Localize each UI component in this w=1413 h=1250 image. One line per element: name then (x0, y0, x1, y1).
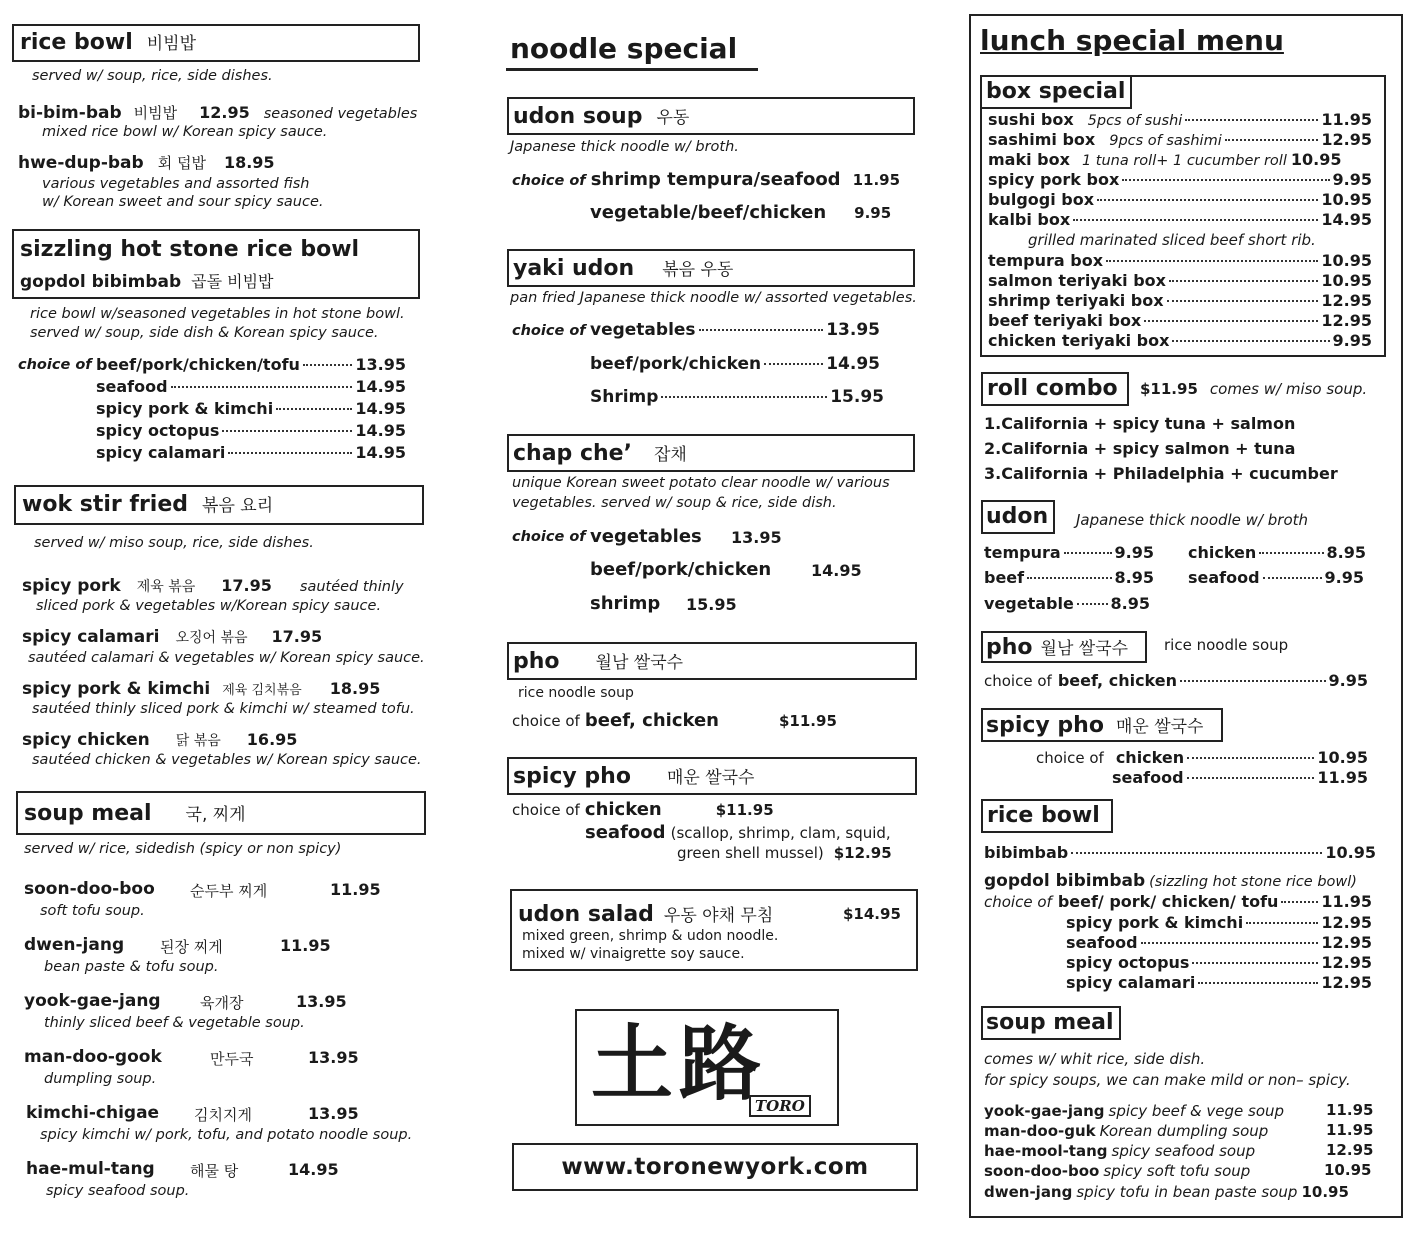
menu-item: spicy pork & kimchi 12.95 (1066, 913, 1372, 932)
heading-underline (506, 68, 758, 71)
menu-item: tempura 9.95 (984, 543, 1154, 562)
menu-item: seafood 14.95 (96, 377, 406, 396)
section-title: wok stir fried 볶음 요리 (22, 492, 274, 517)
menu-item: salmon teriyaki box 10.95 (988, 271, 1372, 290)
col1-rice-bowl-header (12, 24, 420, 62)
menu-item: chicken teriyaki box 9.95 (988, 331, 1372, 350)
item-price: 15.95 (686, 595, 737, 614)
section-note: rice noodle soup (518, 685, 634, 701)
section-note: served w/ miso soup, rice, side dishes. (34, 535, 314, 551)
item-desc: soft tofu soup. (40, 903, 145, 919)
menu-item: seafood 9.95 (1188, 568, 1364, 587)
item-desc: w/ Korean sweet and sour spicy sauce. (42, 194, 324, 210)
menu-item: seafood 11.95 (1112, 768, 1368, 787)
pho-header (507, 642, 917, 680)
item-desc: mixed w/ vinaigrette soy sauce. (522, 946, 745, 962)
section-note: served w/ soup, side dish & Korean spicy sauce. (30, 325, 379, 341)
menu-item: sashimi box 9pcs of sashimi 12.95 (988, 130, 1372, 149)
section-note: Japanese thick noodle w/ broth. (510, 139, 739, 155)
menu-item: bibimbab 10.95 (984, 843, 1376, 862)
section-note: rice noodle soup (1164, 636, 1289, 654)
section-title: pho 월남 쌀국수 (513, 649, 684, 674)
section-title: spicy pho 매운 쌀국수 (986, 713, 1204, 738)
menu-item: spicy calamari 14.95 (96, 443, 406, 462)
menu-item: dwen-jang (24, 935, 125, 955)
menu-item: shrimp (590, 593, 661, 614)
section-title: soup meal (986, 1010, 1114, 1035)
item-korean: 해물 탕 (190, 1162, 239, 1180)
section-note: served w/ soup, rice, side dishes. (32, 68, 273, 84)
section-title: pho 월남 쌀국수 (986, 635, 1129, 660)
menu-item: choice of chicken 10.95 (1036, 748, 1368, 767)
item-price: 14.95 (288, 1160, 339, 1179)
menu-item: kalbi box 14.95 (988, 210, 1372, 229)
menu-item: vegetables 13.95 (590, 320, 880, 340)
menu-item: yook-gae-jang spicy beef & vege soup (984, 1102, 1285, 1120)
col1-soup-header (16, 791, 426, 835)
section-note: for spicy soups, we can make mild or non– spicy. (984, 1071, 1351, 1089)
spicy-pho-header (507, 757, 917, 795)
chap-che-header (507, 434, 915, 472)
section-subtitle: gopdol bibimbab 곱돌 비빔밥 (20, 272, 274, 292)
section-title: udon soup 우동 (513, 104, 690, 129)
menu-item: vegetable 8.95 (984, 594, 1150, 613)
menu-item: spicy chicken 닭 볶음 16.95 (22, 730, 298, 750)
section-title: rice bowl 비빔밥 (20, 30, 197, 55)
menu-item: spicy octopus 12.95 (1066, 953, 1372, 972)
menu-item: kimchi-chigae (26, 1103, 160, 1123)
item-desc: spicy kimchi w/ pork, tofu, and potato noodle soup. (40, 1127, 413, 1143)
item-desc: thinly sliced beef & vegetable soup. (44, 1015, 305, 1031)
noodle-special-heading: noodle special (510, 32, 738, 65)
menu-item: bulgogi box 10.95 (988, 190, 1372, 209)
section-note: unique Korean sweet potato clear noodle w/ various (512, 475, 890, 491)
menu-item: spicy pork & kimchi 제육 김치볶음 18.95 (22, 679, 381, 699)
item-price: 11.95 (1326, 1121, 1374, 1139)
choice-label: choice of (512, 323, 586, 339)
logo-name: TORO (749, 1095, 811, 1117)
lunch-special-heading: lunch special menu (980, 24, 1284, 57)
menu-item: choice of beef, chicken 9.95 (984, 671, 1368, 690)
section-title: chap che’ 잡채 (513, 441, 687, 466)
item-desc: spicy seafood soup. (46, 1183, 190, 1199)
item-price: 13.95 (308, 1048, 359, 1067)
udon-salad-box (510, 889, 918, 971)
item-price: 13.95 (296, 992, 347, 1011)
menu-item: choice of beef, chicken $11.95 (512, 710, 837, 731)
section-title: soup meal 국, 찌게 (24, 801, 246, 826)
col1-wok-header (14, 485, 424, 525)
section-note: served w/ rice, sidedish (spicy or non spicy) (24, 841, 342, 857)
item-desc: green shell mussel) $12.95 (677, 844, 892, 862)
website-link[interactable]: www.toronewyork.com (561, 1154, 869, 1180)
section-title: yaki udon 볶음 우동 (513, 256, 734, 281)
item-price: 13.95 (731, 528, 782, 547)
item-korean: 육개장 (200, 994, 244, 1012)
section-title: spicy pho 매운 쌀국수 (513, 764, 755, 789)
choice-label: choice of (18, 357, 92, 373)
menu-item: spicy octopus 14.95 (96, 421, 406, 440)
roll-combo-item: 2.California + spicy salmon + tuna (984, 439, 1296, 458)
section-title: sizzling hot stone rice bowl (20, 237, 360, 262)
menu-item: vegetables (590, 526, 702, 547)
udon-soup-header (507, 97, 915, 135)
udon-header (981, 500, 1055, 534)
item-desc: mixed rice bowl w/ Korean spicy sauce. (42, 124, 328, 140)
menu-item: yook-gae-jang (24, 991, 161, 1011)
soup-meal-lunch-header (981, 1006, 1121, 1040)
menu-item: gopdol bibimbab (sizzling hot stone rice bowl) (984, 871, 1357, 891)
menu-item: hwe-dup-bab 회 덥밥 18.95 (18, 153, 275, 173)
section-title: rice bowl (987, 803, 1100, 828)
item-desc: mixed green, shrimp & udon noodle. (522, 928, 779, 944)
section-note: vegetables. served w/ soup & rice, side dish. (512, 495, 837, 511)
menu-item: beef/pork/chicken (590, 559, 772, 580)
menu-item: spicy pork & kimchi 14.95 (96, 399, 406, 418)
item-price: 11.95 (280, 936, 331, 955)
menu-item: beef/pork/chicken/tofu 13.95 (96, 355, 406, 374)
menu-item: maki box 1 tuna roll+ 1 cucumber roll 10.95 (988, 150, 1342, 169)
item-korean: 김치지게 (194, 1106, 252, 1124)
item-korean: 순두부 찌게 (190, 882, 268, 900)
soup-meal-list (984, 1101, 1384, 1206)
roll-combo-item: 1.California + spicy tuna + salmon (984, 414, 1296, 433)
menu-item: seafood 12.95 (1066, 933, 1372, 952)
menu-item: chicken 8.95 (1188, 543, 1366, 562)
menu-item: soon-doo-boo spicy soft tofu soup (984, 1162, 1251, 1180)
menu-item: soon-doo-boo (24, 879, 155, 899)
section-note: Japanese thick noodle w/ broth (1076, 511, 1309, 529)
roll-combo-header (981, 372, 1129, 406)
section-note: rice bowl w/seasoned vegetables in hot stone bowl. (30, 306, 405, 322)
item-price: 12.95 (1326, 1141, 1374, 1159)
item-desc: grilled marinated sliced beef short rib. (1028, 231, 1316, 249)
item-korean: 된장 찌게 (160, 938, 223, 956)
section-title: box special (986, 79, 1126, 104)
item-price: 11.95 (1326, 1101, 1374, 1119)
menu-item: spicy calamari 12.95 (1066, 973, 1372, 992)
menu-item: seafood (scallop, shrimp, clam, squid, (585, 822, 891, 843)
spicy-pho-lunch-header (981, 708, 1223, 742)
menu-item: Shrimp 15.95 (590, 387, 884, 407)
section-note: pan fried Japanese thick noodle w/ assorted vegetables. (510, 290, 917, 306)
menu-item: choice of chicken $11.95 (512, 799, 774, 820)
toro-logo (575, 1009, 839, 1126)
menu-item: spicy pork 제육 볶음 17.95 sautéed thinly (22, 576, 404, 596)
section-title: udon salad 우동 야채 무침 (518, 902, 774, 927)
choice-label: choice of (512, 529, 586, 545)
menu-item: beef teriyaki box 12.95 (988, 311, 1372, 330)
item-desc: sautéed calamari & vegetables w/ Korean spicy sauce. (28, 650, 425, 666)
menu-item: hae-mul-tang (26, 1159, 155, 1179)
logo-characters: 土路 (591, 1016, 768, 1112)
item-desc: bean paste & tofu soup. (44, 959, 219, 975)
yaki-udon-header (507, 249, 915, 287)
menu-item: bi-bim-bab 비빔밥 12.95 seasoned vegetables (18, 103, 418, 123)
section-title: roll combo (987, 376, 1118, 401)
item-price: 10.95 (1324, 1161, 1372, 1179)
menu-item: dwen-jang spicy tofu in bean paste soup 10.95 (984, 1183, 1349, 1201)
item-price: $14.95 (843, 905, 901, 923)
menu-item: shrimp teriyaki box 12.95 (988, 291, 1372, 310)
pho-lunch-header (981, 631, 1147, 663)
item-price: 14.95 (811, 561, 862, 580)
section-note: comes w/ whit rice, side dish. (984, 1050, 1206, 1068)
menu-item: sushi box 5pcs of sushi 11.95 (988, 110, 1372, 129)
item-desc: sautéed thinly sliced pork & kimchi w/ steamed tofu. (32, 701, 415, 717)
website-box (512, 1143, 918, 1191)
item-price: 11.95 (330, 880, 381, 899)
menu-item: choice of beef/ pork/ chicken/ tofu 11.95 (984, 892, 1372, 911)
item-desc: sautéed chicken & vegetables w/ Korean spicy sauce. (32, 752, 422, 768)
roll-combo-item: 3.California + Philadelphia + cucumber (984, 464, 1338, 483)
menu-item: hae-mool-tang spicy seafood soup (984, 1142, 1256, 1160)
menu-item: tempura box 10.95 (988, 251, 1372, 270)
menu-item: beef/pork/chicken 14.95 (590, 354, 880, 374)
box-special-header (980, 75, 1132, 109)
box-special-list (988, 110, 1372, 350)
item-price: 13.95 (308, 1104, 359, 1123)
menu-item: vegetable/beef/chicken 9.95 (590, 202, 892, 223)
menu-item: spicy pork box 9.95 (988, 170, 1372, 189)
item-korean: 만두국 (210, 1050, 254, 1068)
item-desc: dumpling soup. (44, 1071, 157, 1087)
item-desc: sliced pork & vegetables w/Korean spicy sauce. (36, 598, 382, 614)
menu-item: choice of shrimp tempura/seafood 11.95 (512, 169, 901, 190)
item-desc: various vegetables and assorted fish (42, 176, 310, 192)
menu-item: spicy calamari 오징어 볶음 17.95 (22, 627, 323, 647)
menu-item: beef 8.95 (984, 568, 1154, 587)
roll-combo-price: $11.95 comes w/ miso soup. (1140, 380, 1368, 398)
menu-item: man-doo-gook (24, 1047, 162, 1067)
col1-sizzling-header (12, 229, 420, 299)
rice-bowl-lunch-header (981, 799, 1113, 833)
menu-item: man-doo-guk Korean dumpling soup (984, 1122, 1269, 1140)
soup-list (24, 879, 424, 1209)
section-title: udon (986, 504, 1049, 529)
